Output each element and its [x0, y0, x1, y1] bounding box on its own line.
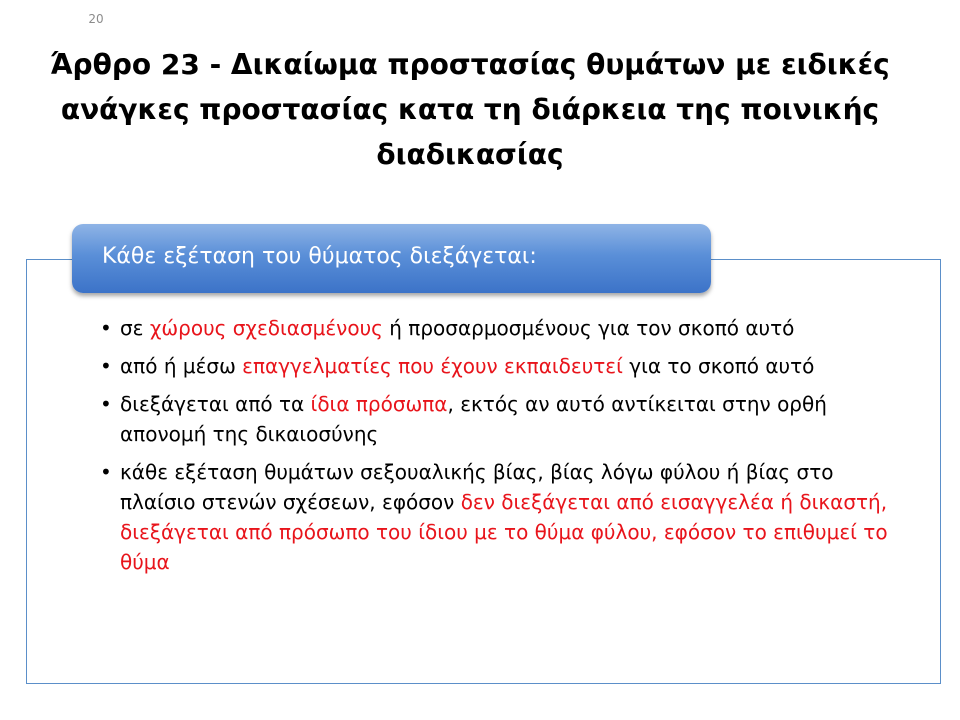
bullet-text: σε — [120, 316, 150, 340]
slide-number: 20 — [88, 12, 104, 26]
bullet-text: , εκτός αν αυτό αντίκειται στην ορθή απονομή της δικαιοσύνης — [120, 392, 827, 446]
bullet-list — [100, 313, 890, 585]
bullet-item — [100, 351, 890, 381]
section-header-pill: Κάθε εξέταση του θύματος διεξάγεται: — [72, 224, 711, 293]
bullet-highlight: χώρους σχεδιασμένους — [149, 316, 383, 340]
bullet-highlight: δεν διεξάγεται από εισαγγελέα ή δικαστή, διεξάγεται από πρόσωπο του ίδιου με το θύμα φύλου, εφόσον το επιθυμεί το θύμα — [120, 490, 888, 574]
bullet-text: ή προσαρμοσμένους για τον σκοπό αυτό — [382, 316, 795, 340]
bullet-text: διεξάγεται από τα — [120, 392, 311, 416]
bullet-text: από ή μέσω — [120, 354, 243, 378]
bullet-text: για το σκοπό αυτό — [622, 354, 815, 378]
bullet-item — [100, 313, 890, 343]
bullet-item — [100, 457, 890, 577]
bullet-item — [100, 389, 890, 449]
bullet-highlight: επαγγελματίες που έχουν εκπαιδευτεί — [242, 354, 623, 378]
slide-title: Άρθρο 23 - Δικαίωμα προστασίας θυμάτων με ειδικές ανάγκες προστασίας κατα τη διάρκεια της ποινικής διαδικασίας — [50, 48, 890, 171]
bullet-highlight: ίδια πρόσωπα — [310, 392, 448, 416]
bullet-text: κάθε εξέταση θυμάτων σεξουαλικής βίας, βίας λόγω φύλου ή βίας στο πλαίσιο στενών σχέσεων, εφόσον — [120, 460, 834, 514]
